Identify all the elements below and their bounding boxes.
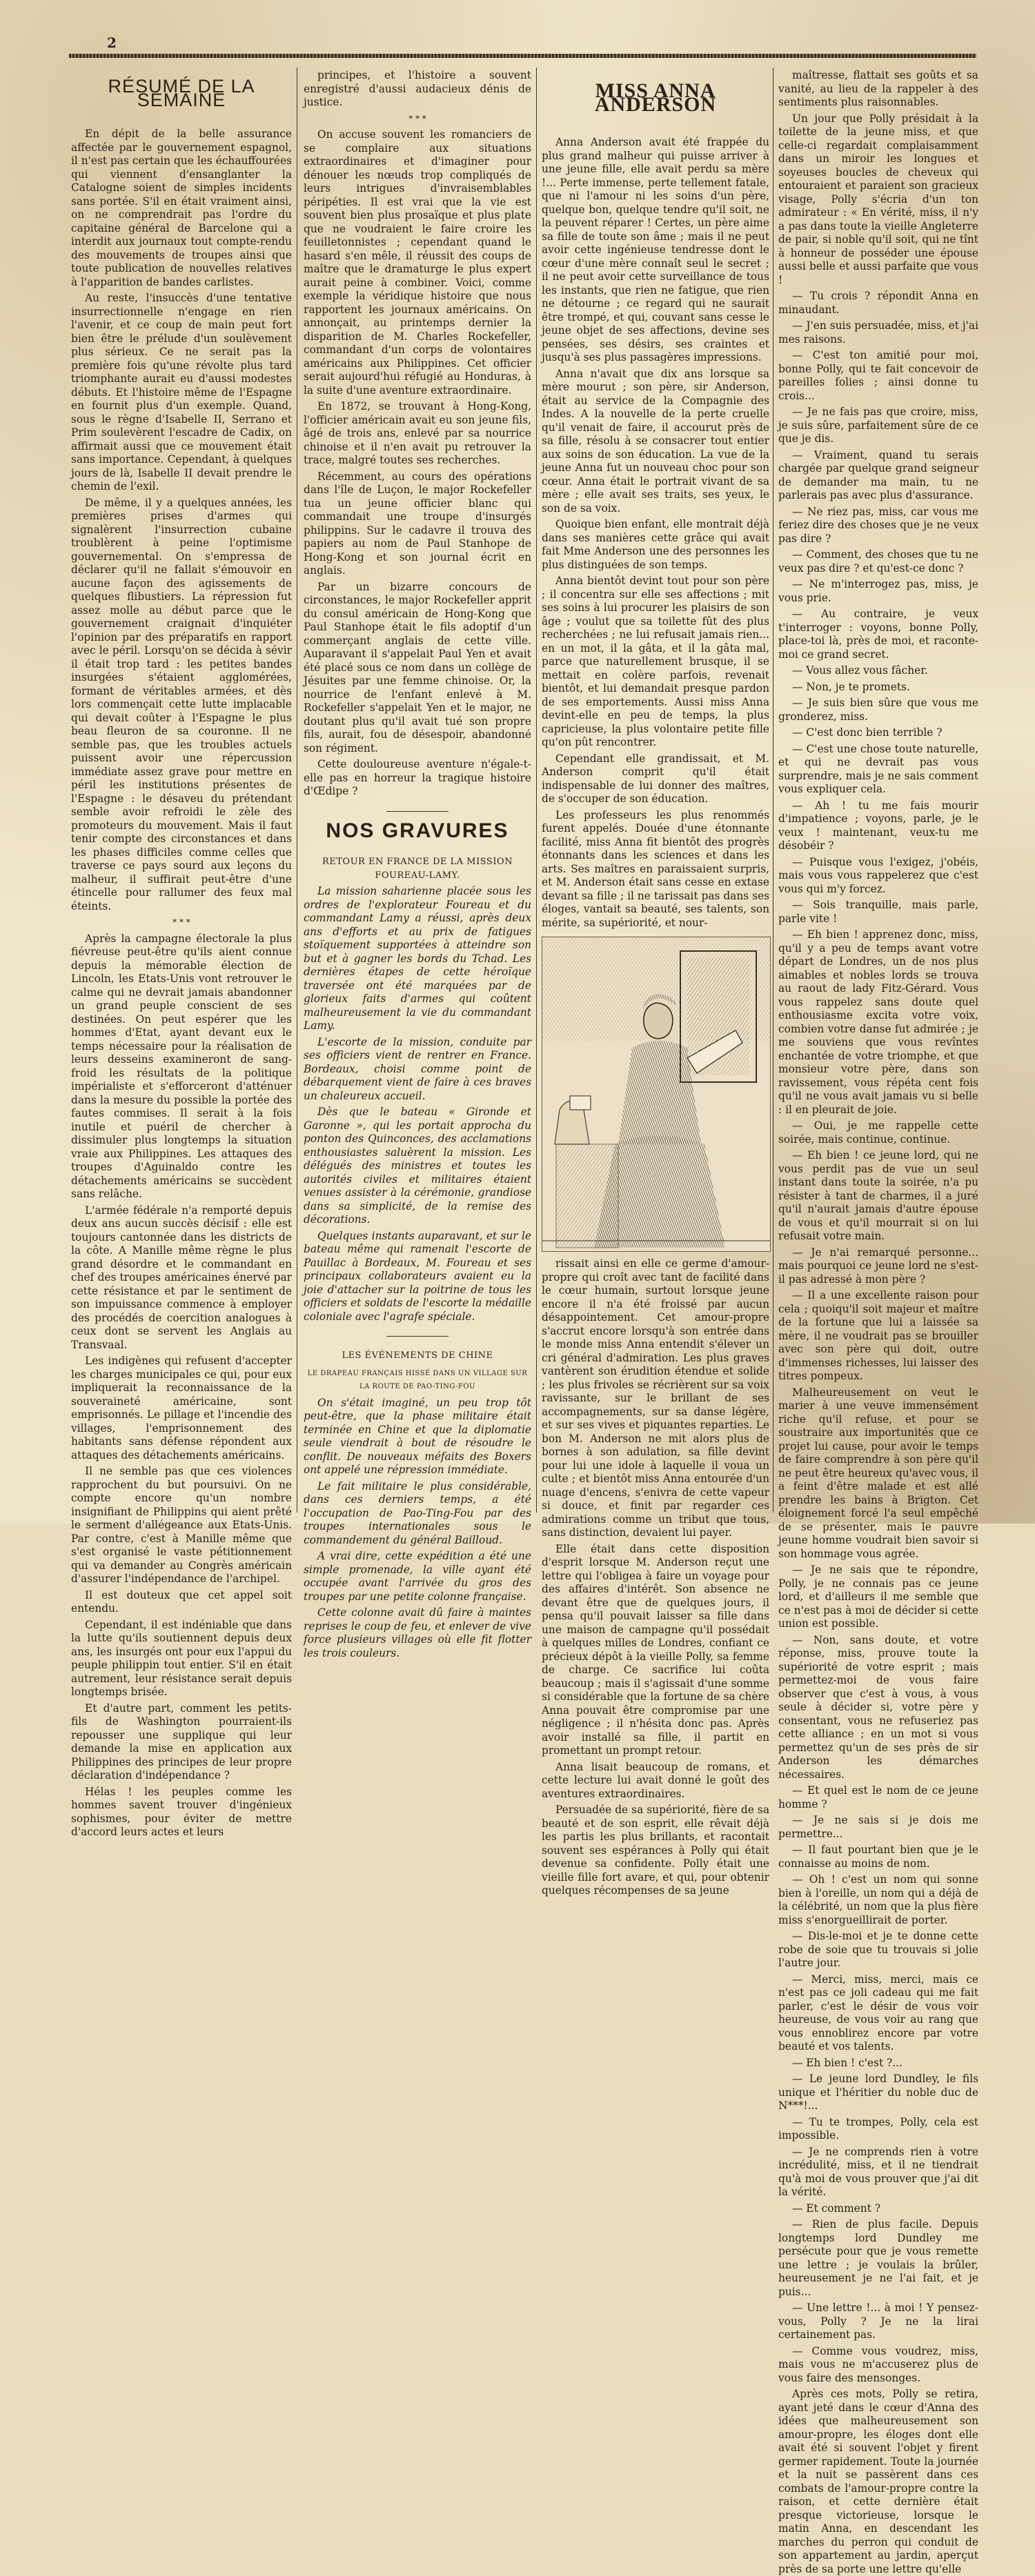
paragraph: Hélas ! les peuples comme les hommes savent trouver d'ingénieux sophismes, pour éviter de mettre d'accord leurs actes et leurs bbox=[71, 1785, 292, 1838]
paragraph: Malheureusement on veut le marier à une veuve immensément riche qu'il refuse, et pour se soustraire aux importunités que ce projet lui cause, pour avoir le temps de faire comprendre à son père qu'il ne peut être heureux qu'avec vous, il a feint d'être malade et est allé prendre les bains à Brigton. Cet éloignement forcé l'a seul empêché de se présenter, mais le pauvre jeune homme voudrait bien savoir si son hommage vous agrée. bbox=[778, 1386, 978, 1560]
subhead-drapeau: LE DRAPEAU FRANÇAIS HISSÉ DANS UN VILLAGE SUR LA ROUTE DE PAO-TING-FOU bbox=[307, 1369, 528, 1390]
paragraph: Et d'autre part, comment les petits-fils de Washington pourraient-ils repousser une supplique qui leur demande la mise en application aux Philippines des principes de leur propre déclaration d'indépendance ? bbox=[71, 1701, 292, 1781]
col2-paras-d bbox=[304, 1397, 531, 1661]
paragraph: — Il a une excellente raison pour cela ; quoiqu'il soit majeur et maître de la fortune que lui a laissée sa mère, il ne voudrait pas se brouiller avec son père qui doit, outre d'immenses richesses, lui laisser des titres pompeux. bbox=[778, 1289, 978, 1382]
divider bbox=[386, 811, 448, 812]
paragraph: Quelques instants auparavant, et sur le bateau même qui ramenait l'escorte de Pauillac à Bordeaux, M. Foureau et ses principaux collaborateurs avaient eu la joie d'attacher sur la poitrine de tous les officiers et soldats de l'escorte la médaille coloniale avec l'agrafe spéciale. bbox=[304, 1229, 531, 1323]
col1-paras-b bbox=[71, 932, 292, 1839]
paragraph: — Ne m'interrogez pas, miss, je vous prie. bbox=[778, 578, 978, 604]
paragraph: Par un bizarre concours de circonstances, le major Rockefeller apprit du consul américain de Hong-Kong que Paul Stanhope était le fils adoptif d'un commerçant anglais de cette ville. Auparavant il s'appelait Paul Yen et avait été placé sous ce nom dans un collège de Jésuites par une femme chinoise. Or, la nourrice de l'enfant enlevé à M. Rockefeller s'appelait Yen et le major, ne doutant plus qu'il avait tué son propre fils, aurait, fou de désespoir, abandonné son régiment. bbox=[304, 580, 531, 755]
paragraph: Il est douteux que cet appel soit entendu. bbox=[71, 1588, 292, 1615]
paragraph: — Je n'ai remarqué personne... mais pourquoi ce jeune lord ne s'est-il pas adressé à mon père ? bbox=[778, 1246, 978, 1286]
paragraph: — Oui, je me rappelle cette soirée, mais continue, continue. bbox=[778, 1119, 978, 1146]
paragraph: — Je ne comprends rien à votre incrédulité, miss, et il ne tiendrait qu'à moi de vous prouver que j'ai dit la vérité. bbox=[778, 2145, 978, 2198]
column-1 bbox=[71, 69, 292, 1838]
paragraph: En 1872, se trouvant à Hong-Kong, l'officier américain avait eu son jeune fils, âgé de trois ans, enlevé par sa nourrice chinoise et il n'en avait pu retrouver la trace, malgré toutes ses recherches. bbox=[304, 400, 531, 466]
paragraph: — Je ne sais si je dois me permettre... bbox=[778, 1814, 978, 1840]
paragraph: — Eh bien ! c'est ?... bbox=[792, 2056, 903, 2069]
paragraph: — Dis-le-moi et je te donne cette robe de soie que tu trouvais si jolie l'autre jour. bbox=[778, 1930, 978, 1969]
paragraph: Cette colonne avait dû faire à maintes reprises le coup de feu, et enlever de vive force plusieurs villages où elle fit flotter les trois couleurs. bbox=[304, 1606, 531, 1659]
paragraph: — Je ne sais que te répondre, Polly, je ne connais pas ce jeune lord, et d'ailleurs il me semble que ce n'est pas à moi de décider si cette union est possible. bbox=[778, 1564, 978, 1630]
paragraph: — Ne riez pas, miss, car vous me feriez dire des choses que je ne veux pas dire ? bbox=[778, 505, 978, 545]
col1-paras-a bbox=[71, 128, 292, 913]
column-3 bbox=[542, 69, 769, 1897]
paragraph: — C'est une chose toute naturelle, et qui ne devrait pas vous surprendre, mais je ne sais comment vous expliquer cela. bbox=[778, 742, 978, 795]
column-rule bbox=[536, 68, 537, 1512]
subhead-chine: LES ÉVÉNEMENTS DE CHINE bbox=[342, 1350, 493, 1361]
col2-paras-a bbox=[304, 69, 531, 110]
paragraph: — Sois tranquille, mais parle, parle vite ! bbox=[778, 899, 978, 925]
paragraph: Cette douloureuse aventure n'égale-t-elle pas en horreur la tragique histoire d'Œdipe ? bbox=[304, 758, 531, 797]
paragraph: Les professeurs les plus renommés furent appelés. Douée d'une étonnante facilité, miss Anna fit bientôt des progrès étonnants dans les sciences et dans les arts. Ses maîtres en paraissaient surpris, et M. Anderson était sans cesse en extase devant sa fille ; il ne tarissait pas dans ses éloges, vantait sa beauté, ses talents, son mérite, sa supériorité, et nour- bbox=[542, 808, 769, 929]
paragraph: Anna lisait beaucoup de romans, et cette lecture lui avait donné le goût des aventures extraordinaires. bbox=[542, 1760, 769, 1800]
paragraph: — Merci, miss, merci, mais ce n'est pas ce joli cadeau qui me fait parler, c'est le désir de vous voir heureuse, de vous voir au rang que vous ennoblirez encore par votre beauté et vos talents. bbox=[778, 1973, 978, 2053]
engraving-icon bbox=[542, 937, 770, 1251]
paragraph: — Vous allez vous fâcher. bbox=[792, 664, 928, 677]
col2-paras-b bbox=[304, 128, 531, 799]
column-2 bbox=[304, 69, 531, 1659]
paragraph: L'armée fédérale n'a remporté depuis deux ans aucun succès décisif : elle est toujours cantonnée dans les districts de la côte. A Manille même règne le plus grand désordre et le commandant en chef des troupes américaines énervé par cette résistance et par le sentiment de son impuissance commence à employer des procédés de coercition analogues à ceux dont se servent les Anglais au Transvaal. bbox=[71, 1204, 292, 1351]
section-heading-gravures: NOS GRAVURES bbox=[326, 819, 509, 842]
paragraph: — Eh bien ! ce jeune lord, qui ne vous perdit pas de vue un seul instant dans toute la soirée, n'a pu résister à tant de charmes, il a juré qu'il n'aurait jamais d'autre épouse de vous et qu'il mourrait si on lui refusait votre main. bbox=[778, 1149, 978, 1242]
paragraph: — Oh ! c'est un nom qui sonne bien à l'oreille, un nom qui a déjà de la célébrité, un nom que la plus fière miss s'enorgueillirait de porter. bbox=[778, 1873, 978, 1926]
paragraph: — Comme vous voudrez, miss, mais vous ne m'accuserez plus de vous faire des mensonges. bbox=[778, 2344, 978, 2384]
paragraph: — C'est donc bien terrible ? bbox=[792, 726, 943, 739]
paragraph: — Je suis bien sûre que vous me gronderez, miss. bbox=[778, 697, 978, 723]
paragraph: Elle était dans cette disposition d'esprit lorsque M. Anderson reçut une lettre qui l'obligea à faire un voyage pour des affaires d'intérêt. Son absence ne devant être que de quelques jours, il pensa qu'il pouvait laisser sa fille dans une maison de campagne qu'il possédait à quelques milles de Londres, confiant ce précieux dépôt à la vieille Polly, sa femme de charge. Ce sacrifice lui coûta beaucoup ; mais il s'agissait d'une somme si considérable que la fortune de sa chère Anna pouvait être compromise par une négligence ; il n'hésita donc pas. Après avoir installé sa fille, il partit en promettant un prompt retour. bbox=[542, 1542, 769, 1757]
paragraph: Anna bientôt devint tout pour son père ; il concentra sur elle ses affections ; mit ses soins à lui procurer les plaisirs de son âge ; voulut que sa toilette fût des plus recherchées ; ne lui refusait jamais rien... en un mot, il la gâta, et il la gâta mal, parce que naturellement brusque, il se mettait en colère parfois, revenait bientôt, et lui demandait presque pardon de ses emportements. Aussi miss Anna devint-elle en peu de temps, la plus capricieuse, la plus volontaire petite fille qu'on pût rencontrer. bbox=[542, 575, 769, 748]
subhead-mission: RETOUR EN FRANCE DE LA MISSION FOUREAU-LAMY. bbox=[322, 857, 513, 881]
paragraph: principes, et l'histoire a souvent enregistré d'aussi audacieux dénis de justice. bbox=[304, 69, 531, 108]
column-4 bbox=[778, 69, 978, 2575]
paragraph: Cependant elle grandissait, et M. Anderson comprit qu'il était indispensable de lui donner des maîtres, de s'occuper de son éducation. bbox=[542, 752, 769, 805]
col3-paras-b bbox=[542, 1257, 769, 1898]
paragraph: On accuse souvent les romanciers de se complaire aux situations extraordinaires et d'imaginer pour dénouer les nœuds trop compliqués de leurs intrigues d'invraisemblables péripéties. Il est vrai que la vie est souvent bien plus prosaïque et plus plate que ne voudraient le faire croire les feuilletonnistes ; cependant quand le hasard s'en mêle, il réussit des coups de maître que le dramaturge le plus expert aurait peine à combiner. Voici, comme exemple la véridique histoire que nous rapportent les journaux américains. On annonçait, au printemps dernier la disparition de M. Charles Rockefeller, commandant d'un corps de volontaires américains aux Philippines. Cet officier serait aujourd'hui réfugié au Honduras, à la suite d'une aventure extraordinaire. bbox=[304, 128, 531, 397]
paragraph: Le fait militaire le plus considérable, dans ces derniers temps, a été l'occupation de Pao-Ting-Fou par des troupes internationales sous le commandement du général Bailloud. bbox=[304, 1479, 531, 1546]
story-title: MISS ANNA ANDERSON bbox=[594, 79, 717, 116]
paragraph: Anna Anderson avait été frappée du plus grand malheur qui puisse arriver à une jeune fille, elle avait perdu sa mère !... Perte immense, perte tellement fatale, que ni l'amour ni les soins d'un père, quelque bon, quelque tendre qu'il soit, ne la peuvent réparer ! Certes, un père aime sa fille de toute son âme ; mais il ne peut avoir cette ingénieuse tendresse dont le cœur d'une mère connaît seul le secret ; il ne peut avoir cette surveillance de tous les instants, que rien ne fatigue, que rien ne détourne ; ce regard qui ne saurait être trompé, et qui, couvant sans cesse le jeune objet de ses affections, devine ses pensées, ses désirs, ses craintes et jusqu'à ses plus passagères impressions. bbox=[542, 136, 769, 363]
woman-reading-engraving bbox=[542, 937, 771, 1252]
paragraph: Les indigènes qui refusent d'accepter les charges municipales ce qui, pour eux impliquerait la reconnaissance de la souveraineté américaine, sont emprisonnés. Le pillage et l'incendie des villages, l'emprisonnement des habitants sans défense répondent aux attaques des détachements américains. bbox=[71, 1355, 292, 1461]
page-number: 2 bbox=[107, 34, 117, 51]
paragraph: Il ne semble pas que ces violences rapprochent du but poursuivi. On ne compte encore qu'un nombre insignifiant de Philippins qui aient prêté le serment d'allégeance aux Etats-Unis. Par contre, c'est à Manille même que s'est organisé le vaste pétitionnement qui va demander au Congrès américain d'assurer l'indépendance de l'archipel. bbox=[71, 1465, 292, 1585]
section-heading-resume: RÉSUMÉ DE LA SEMAINE bbox=[108, 76, 255, 110]
paragraph: — Eh bien ! apprenez donc, miss, qu'il y a peu de temps avant votre départ de Londres, un de nos plus aimables et nobles lords se trouva au raout de lady Fitz-Gérard. Vous vous rappelez sans doute quel enthousiasme excita votre voix, combien votre danse fut admirée ; je me souviens que vous revîntes enchantée de votre triomphe, et que monsieur votre père, dans son ravissement, vous répéta cent fois qu'il ne vous avait jamais vu si belle : il en pleurait de joie. bbox=[778, 928, 978, 1116]
paragraph: — Une lettre !... à moi ! Y pensez-vous, Polly ? Je ne la lirai certainement pas. bbox=[778, 2302, 978, 2341]
paragraph: — Puisque vous l'exigez, j'obéis, mais vous vous rappelerez que c'est vous qui m'y forcez. bbox=[778, 855, 978, 895]
paragraph: — Ah ! tu me fais mourir d'impatience ; voyons, parle, je le veux ! maintenant, veux-tu me désobéir ? bbox=[778, 799, 978, 852]
paragraph: Un jour que Polly présidait à la toilette de la jeune miss, et que celle-ci regardait complaisamment dans un miroir les longues et soyeuses boucles de cheveux qui entouraient et paraient son gracieux visage, Polly s'écria d'un ton admirateur : « En vérité, miss, il n'y a pas dans toute la vieille Angleterre de pair, si noble qu'il soit, qui ne tînt à honneur de posséder une épouse aussi belle et aussi parfaite que vous ! bbox=[778, 112, 978, 286]
paragraph: — Tu crois ? répondit Anna en minaudant. bbox=[778, 290, 978, 316]
paragraph: — Et comment ? bbox=[792, 2201, 881, 2215]
paragraph: Au reste, l'insuccès d'une tentative insurrectionnelle n'engage en rien l'avenir, et ce coup de main peut fort bien être le prélude d'un soulèvement plus sérieux. Ce ne serait pas la première fois qu'une révolte plus tard triomphante aurait eu d'aussi modestes débuts. Et l'histoire même de l'Espagne en fournit plus d'un exemple. Quand, sous le règne d'Isabelle II, Serrano et Prim soulevèrent l'escadre de Cadix, on affirmait aussi que ce mouvement était sans importance. Cependant, à quelques jours de là, Isabelle II devait prendre le chemin de l'exil. bbox=[71, 292, 292, 492]
paragraph: — Je ne fais pas que croire, miss, je suis sûre, parfaitement sûre de ce que je dis. bbox=[778, 406, 978, 445]
paragraph: — Non, sans doute, et votre réponse, miss, prouve toute la supériorité de votre esprit ; mais permettez-moi de vous faire observer que c'est à vous, à vous seule à décider si, votre père y consentant, vous ne refuseriez pas cette alliance ; en un mot si vous permettez qu'un de ses près de sir Anderson les démarches nécessaires. bbox=[778, 1633, 978, 1781]
paragraph: — C'est ton amitié pour moi, bonne Polly, qui te fait concevoir de pareilles folies ; ainsi donne tu crois... bbox=[778, 349, 978, 402]
top-border bbox=[69, 54, 976, 58]
paragraph: En dépit de la belle assurance affectée par le gouvernement espagnol, il n'est pas certain que les échauffourées qui viennent d'ensanglanter la Catalogne soient de simples incidents sans portée. S'il en était vraiment ainsi, on ne comprendrait pas l'ordre du capitaine général de Barcelone qui a interdit aux journaux tout compte-rendu des mouvements de troupes ainsi que toute publication de nouvelles relatives à l'apparition de bandes carlistes. bbox=[71, 128, 292, 288]
col3-paras-a bbox=[542, 136, 769, 930]
paragraph: — J'en suis persuadée, miss, et j'ai mes raisons. bbox=[778, 319, 978, 346]
paragraph: Après ces mots, Polly se retira, ayant jeté dans le cœur d'Anna des idées que malheureusement son amour-propre, les éloges dont elle avait été si souvent l'objet y firent germer rapidement. Toute la journée et la nuit se passèrent dans ces combats de l'amour-propre contre la raison, et cette dernière était presque victorieuse, lorsque le matin Anna, en descendant les marches du perron qui conduit de son appartement au jardin, aperçut près de sa porte une lettre qu'elle bbox=[778, 2388, 978, 2575]
paragraph: Cependant, il est indéniable que dans la lutte qu'ils soutiennent depuis deux ans, les insurgés ont pour eux l'appui du peuple philippin tout entier. S'il en était autrement, leur résistance serait depuis longtemps brisée. bbox=[71, 1618, 292, 1698]
paragraph: Récemment, au cours des opérations dans l'île de Luçon, le major Rockefeller tua un jeune officier blanc qui commandait une troupe d'insurgés philippins. Sur le cadavre il trouva des papiers au nom de Paul Stanhope de Hong-Kong et son journal écrit en anglais. bbox=[304, 470, 531, 577]
paragraph: Anna n'avait que dix ans lorsque sa mère mourut ; son père, sir Anderson, était au service de la Compagnie des Indes. A la nouvelle de la perte cruelle qu'il venait de faire, il accourut près de sa fille, résolu à se consacrer tout entier aux soins de son éducation. La vue de la jeune Anna fut un nouveau choc pour son cœur. Anna était le portrait vivant de sa mère ; elle avait ses traits, ses yeux, le son de sa voix. bbox=[542, 367, 769, 515]
paragraph: — Rien de plus facile. Depuis longtemps lord Dundley me persécute pour que je vous remette une lettre ; je voulais la brûler, heureusement je ne l'ai fait, et je puis... bbox=[778, 2218, 978, 2298]
paragraph: On s'était imaginé, un peu trop tôt peut-être, que la phase militaire était terminée en Chine et que la diplomatie seule viendrait à bout de résoudre le conflit. De nouveaux méfaits des Boxers ont appelé une répression immédiate. bbox=[304, 1396, 531, 1476]
paragraph: — Le jeune lord Dundley, le fils unique et l'héritier du noble duc de N***!... bbox=[778, 2073, 978, 2112]
col4-paras-a bbox=[778, 69, 978, 2576]
paragraph: L'escorte de la mission, conduite par ses officiers vient de rentrer en France. Bordeaux, choisi comme point de débarquement vient de faire à ces braves un chaleureux accueil. bbox=[304, 1035, 531, 1102]
paragraph: rissait ainsi en elle ce germe d'amour-propre qui croît avec tant de facilité dans le cœur humain, surtout lorsque jeune encore il n'a été froissé par aucun désappointement. Cet amour-propre s'accrut encore lorsqu'à son entrée dans le monde miss Anna entendit s'élever un cri général d'admiration. Les plus graves vantèrent son érudition étendue et solide ; les plus frivoles se récrièrent sur sa voix ravissante, sur le brillant de ses accompagnements, sur sa danse légère, et sur ses vives et piquantes reparties. Le bon M. Anderson ne mit alors plus de bornes à son adulation, sa fille devint pour lui une idole à laquelle il voua un culte ; et bientôt miss Anna entourée d'un nuage d'encens, s'enivra de cette vapeur si douce, et finit par regarder ces admirations comme un tribut que tous, sans distinction, devaient lui payer. bbox=[542, 1257, 769, 1539]
paragraph: — Non, je te promets. bbox=[792, 680, 910, 693]
paragraph: Quoique bien enfant, elle montrait déjà dans ses manières cette grâce qui avait fait Mme Anderson une des personnes les plus distinguées de son temps. bbox=[542, 518, 769, 571]
paragraph: — Il faut pourtant bien que je le connaisse au moins de nom. bbox=[778, 1844, 978, 1870]
paragraph: — Au contraire, je veux t'interroger : voyons, bonne Polly, place-toi là, près de moi, et raconte-moi ce grand secret. bbox=[778, 608, 978, 661]
col2-paras-c bbox=[304, 885, 531, 1324]
paragraph: Persuadée de sa supériorité, fière de sa beauté et de son esprit, elle rêvait déjà les partis les plus brillants, et racontait souvent ses espérances à Polly qui était devenue sa confidente. Polly était une vieille fille fort avare, et qui, pour obtenir quelques récompenses de sa jeune bbox=[542, 1804, 769, 1897]
paragraph: Dès que le bateau « Gironde et Garonne », qui les portait approcha du ponton des Quinconces, des acclamations enthousiastes saluèrent la mission. Les délégués des ministres et toutes les autorités civiles et militaires étaient venues assister à la cérémonie, grandiose dans sa simplicité, de la remise des décorations. bbox=[304, 1106, 531, 1226]
paragraph: — Comment, des choses que tu ne veux pas dire ? et qu'est-ce donc ? bbox=[778, 548, 978, 575]
paragraph: — Vraiment, quand tu serais chargée par quelque grand seigneur de demander ma main, tu ne parlerais pas avec plus d'assurance. bbox=[778, 448, 978, 501]
stars-separator: * * * bbox=[172, 917, 190, 927]
divider bbox=[386, 1336, 448, 1337]
paragraph: A vrai dire, cette expédition a été une simple promenade, la ville ayant été occupée avant l'arrivée du gros des troupes par une petite colonne française. bbox=[304, 1550, 531, 1603]
paragraph: — Et quel est le nom de ce jeune homme ? bbox=[778, 1784, 978, 1810]
paragraph: maîtresse, flattait ses goûts et sa vanité, au lieu de la rappeler à des sentiments plus raisonnables. bbox=[778, 69, 978, 108]
paragraph: — Tu te trompes, Polly, cela est impossible. bbox=[778, 2115, 978, 2141]
stars-separator: * * * bbox=[408, 113, 426, 123]
paragraph: La mission saharienne placée sous les ordres de l'explorateur Foureau et du commandant Lamy a réussi, après deux ans d'efforts et au prix de fatigues stoïquement supportées à atteindre son but et à gagner les bords du Tchad. Les dernières étapes de cette héroïque traversée ont été marquées par de glorieux faits d'armes qui coûtent malheureusement la vie du commandant Lamy. bbox=[304, 885, 531, 1032]
paragraph: Après la campagne électorale la plus fiévreuse peut-être qu'ils aient connue depuis la mémorable élection de Lincoln, les Etats-Unis vont retrouver le calme qui ne devrait jamais abandonner un grand peuple conscient de ses destinées. On peut espérer que les hommes d'Etat, ayant devant eux le temps nécessaire pour la réalisation de leurs desseins examineront de sang-froid les résultats de la politique impérialiste et s'efforceront d'atténuer dans la mesure du possible la portée des fautes commises. Il serait à la fois inutile et puéril de chercher à dissimuler plus longtemps la situation vraie aux Philippines. Les attaques des troupes d'Aguinaldo contre les détachements américains se succèdent sans relâche. bbox=[71, 932, 292, 1200]
paragraph: De même, il y a quelques années, les premières prises d'armes qui signalèrent l'insurrection cubaine troublèrent à peine l'optimisme gouvernemental. On s'empressa de déclarer qu'il ne fallait s'émouvoir en aucune façon des agissements de quelques flibustiers. La répression fut assez molle au début parce que le gouvernement craignait d'inquiéter l'opinion par des préparatifs en rapport avec le péril. Lorsqu'on se décida à sévir il était trop tard : les petites bandes insurgées s'étaient agglomérées, formant de véritables armées, et dès lors commençait cette lutte implacable qui devait coûter à l'Espagne le plus beau fleuron de sa couronne. Il ne semble pas, que les troubles actuels puissent avoir une répercussion immédiate assez grave pour mettre en péril les institutions présentes de l'Espagne : le désaveu du prétendant semble avoir refroidi le zèle des promoteurs du mouvement. Mais il faut tenir compte des circonstances et dans les phases difficiles comme celles que traverse ce pays sourd aux leçons du malheur, il suffirait peut-être d'une étincelle pour rallumer des feux mal éteints. bbox=[71, 496, 292, 912]
